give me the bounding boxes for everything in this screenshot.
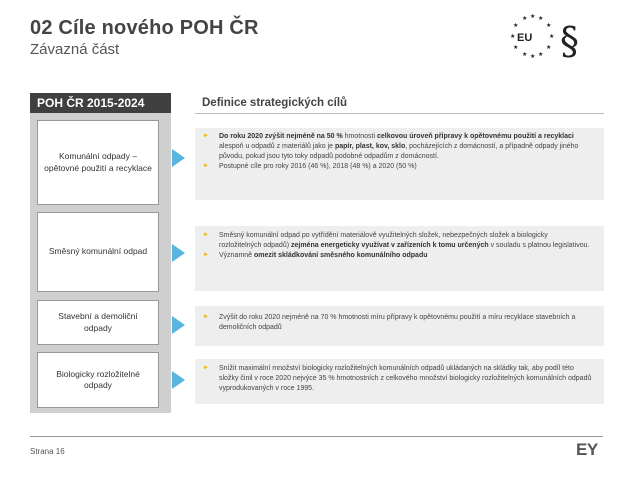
svg-text:★: ★: [510, 33, 516, 40]
svg-text:★: ★: [546, 22, 552, 29]
bullet-item: [203, 313, 592, 333]
bullet-text: , pocházejících z domácností, a případně odpady jiného původu, pokud jsou tyto toky odpadů podobné odpadům z domácností.: [219, 142, 579, 160]
bullet-icon: ►: [203, 314, 209, 320]
bullet-text: Do roku 2020 zvýšit nejméně na 50 %: [219, 133, 343, 140]
arrow-icon: [172, 316, 185, 334]
bullet-text: celkovou úroveň přípravy k opětovnému použití a recyklaci: [376, 133, 574, 140]
bullet-text: papír, plast, kov, sklo: [334, 142, 406, 150]
eu-logo: [500, 12, 592, 64]
bullet-item: [203, 162, 592, 172]
eu-stars-icon: [500, 12, 592, 64]
ey-logo: EY: [576, 440, 598, 459]
category-box-stavebni: [37, 300, 159, 345]
svg-text:★: ★: [522, 51, 528, 58]
paragraph-symbol-icon: §: [560, 19, 579, 63]
header-divider: [195, 113, 604, 114]
category-label: Komunální odpady – opětovné použití a recyklace: [44, 151, 152, 173]
right-column-header: Definice strategických cílů: [202, 97, 348, 109]
bullet-text: v souladu s platnou legislativou.: [488, 241, 590, 249]
arrow-icon: [172, 149, 185, 167]
svg-text:★: ★: [513, 44, 519, 51]
svg-text:★: ★: [522, 15, 528, 22]
bullet-icon: ►: [203, 133, 209, 139]
definition-panel: [195, 359, 604, 404]
eu-logo-text: EU: [517, 32, 533, 44]
definition-panel: [195, 226, 604, 291]
definition-panel: [195, 306, 604, 346]
svg-text:★: ★: [546, 44, 552, 51]
category-box-smesny: [37, 212, 159, 292]
svg-text:★: ★: [530, 13, 536, 20]
bullet-item: [203, 251, 592, 261]
svg-text:★: ★: [538, 15, 544, 22]
svg-text:★: ★: [538, 51, 544, 58]
bullet-text: Zvýšit do roku 2020 nejméně na 70 % hmotnosti míru přípravy k opětovnému použití a míru recyklace stavebních a demoličních odpadů: [219, 314, 576, 331]
page-title: 02 Cíle nového POH ČR: [30, 17, 259, 39]
bullet-icon: ►: [203, 232, 209, 238]
bullet-text: Významně: [219, 251, 255, 259]
category-label: Stavební a demoliční odpady: [58, 311, 138, 333]
svg-text:★: ★: [549, 33, 555, 40]
bullet-text: Směsný komunální odpad po vytřídění materiálově využitelných složek, nebezpečných složek a biologicky rozložitelných odpadů): [219, 232, 548, 249]
svg-text:★: ★: [513, 22, 519, 29]
page-subtitle: Závazná část: [30, 41, 120, 58]
bullet-icon: ►: [203, 251, 209, 258]
page-number: Strana 16: [30, 447, 65, 456]
bullet-item: [203, 132, 592, 162]
bullet-text: alespoň u odpadů z materiálů jako je: [219, 142, 335, 150]
bullet-icon: ►: [203, 365, 209, 371]
category-box-biologicky: [37, 352, 159, 408]
bullet-text: Postupné cíle pro roky 2016 (46 %), 2018 (48 %) a 2020 (50 %): [219, 162, 417, 170]
definition-panel: [195, 128, 604, 200]
bullet-text: hmotnosti: [342, 133, 377, 140]
bullet-text: omezit skládkování směsného komunálního odpadu: [254, 251, 428, 259]
bullet-item: [203, 231, 592, 251]
arrow-icon: [172, 371, 185, 389]
category-box-komunalni: [37, 120, 159, 205]
bullet-icon: ►: [203, 162, 209, 169]
left-column-header: POH ČR 2015-2024: [30, 93, 171, 113]
arrow-icon: [172, 244, 185, 262]
svg-text:★: ★: [530, 53, 536, 60]
bullet-text: zejména energeticky využívat v zařízeních k tomu určených: [291, 241, 489, 249]
footer-divider: [30, 436, 603, 437]
category-label: Směsný komunální odpad: [48, 246, 148, 257]
bullet-text: Snížit maximální množství biologicky rozložitelných komunálních odpadů ukládaných na skládky tak, aby podíl této složky činil v roce 2020 nejvýce 35 % hmotnostních z celkového množství biologicky rozložitelných komunálních odpadů vyprodukovaných v roce 1995.: [219, 365, 592, 392]
bullet-item: [203, 364, 592, 394]
category-label: Biologicky rozložitelné odpady: [56, 368, 140, 390]
